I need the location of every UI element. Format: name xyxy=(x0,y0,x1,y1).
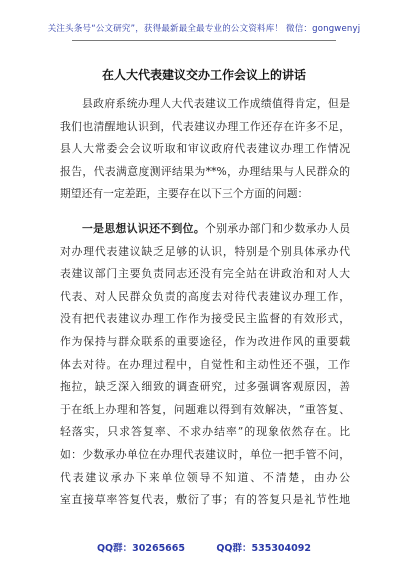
text-line: 县政府系统办理人大代表建议工作成绩值得肯定，但是 xyxy=(82,97,350,110)
text-line: 我们也清醒地认识到，代表建议办理工作还存在许多不足， xyxy=(60,119,350,133)
text-line: 作为保持与群众联系的重要途径，作为改进作风的重要载 xyxy=(60,334,350,348)
header-banner: 关注头条号“公文研究”，获得最新最全最专业的公文资料库！ 微信：gongwenyj xyxy=(47,24,361,34)
qq-group-1: QQ群：30265665 xyxy=(96,543,186,554)
text-line: 代表建议承办下来单位领导不知道、不清楚，由办公 xyxy=(60,470,350,484)
text-line: 代表、对人民群众负责的高度去对待代表建议办理工作， xyxy=(60,289,350,303)
text-line: 没有把代表建议办理工作作为接受民主监督的有效形式， xyxy=(60,312,350,326)
paragraph-2 xyxy=(60,218,350,512)
text-run: 个别承办部门和少数承办人员 xyxy=(205,221,350,235)
text-line: 体去对待。在办理过程中，自觉性和主动性还不强，工作 xyxy=(60,357,350,371)
qq-group-2: QQ群：535304092 xyxy=(216,543,311,554)
footer-contact xyxy=(0,540,408,554)
text-line: 拖拉，缺乏深入细致的调查研究，过多强调客观原因，善 xyxy=(60,380,350,394)
text-line: 如：少数承办单位在办理代表建议时，单位一把手管不问， xyxy=(60,447,350,461)
header-divider xyxy=(72,40,336,41)
text-line: 室直接草率答复代表，敷衍了事；有的答复只是礼节性地 xyxy=(60,493,350,507)
text-line: 轻落实，只求答复率、不求办结率”的现象依然存在。比 xyxy=(60,425,350,439)
text-line: 报告，代表满意度测评结果为**%，办理结果与人民群众的 xyxy=(60,164,350,178)
text-line: 对办理代表建议缺乏足够的认识，特别是个别具体承办代 xyxy=(60,244,350,258)
text-line: 县人大常委会会议听取和审议政府代表建议办理工作情况 xyxy=(60,142,350,156)
paragraph-1 xyxy=(60,93,350,206)
document-body xyxy=(60,93,350,512)
text-line: 期望还有一定差距，主要存在以下三个方面的问题： xyxy=(60,187,309,201)
text-line: 于在纸上办理和答复，问题难以得到有效解决，“重答复、 xyxy=(60,402,350,416)
document-title: 在人大代表建议交办工作会议上的讲话 xyxy=(101,68,306,82)
text-line: 表建议部门主要负责同志还没有完全站在讲政治和对人大 xyxy=(60,267,350,281)
text-line xyxy=(60,218,350,241)
section-heading: 一是思想认识还不到位。 xyxy=(82,221,206,235)
